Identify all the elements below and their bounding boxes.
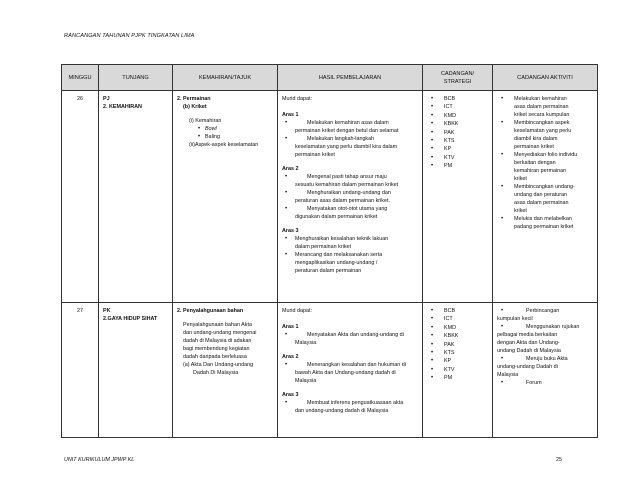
tunjang-line: PK — [103, 308, 111, 314]
aras-items — [282, 361, 418, 385]
cadangan-list — [427, 95, 488, 170]
kemahiran-sub: (i) Kemahiran — [189, 118, 222, 124]
aras-label: Aras 1 — [282, 324, 299, 330]
list-item: • Melakukan langkah-langkah keselamatan yang perlu diambil kira dalam permainan kriket — [282, 135, 418, 159]
aras-label: Aras 3 — [282, 392, 299, 398]
cell-hasil — [278, 91, 423, 303]
table-row — [62, 303, 598, 438]
tunjang-line: 2. KEMAHIRAN — [103, 104, 142, 110]
kemahiran-title: 2. Permainan — [177, 96, 211, 102]
cadangan-list — [427, 307, 488, 382]
list-item: • BCB — [427, 95, 488, 103]
list-item: • Membincangkan undang- undang dan peraturan asas dalam permainan kriket — [497, 183, 593, 215]
list-item: • Menggunakan rujukan pelbagai media berkaitan dengan Akta dan Undang- undang Dadah di Malaysia — [497, 323, 593, 355]
list-item: • KMD — [427, 112, 488, 120]
list-item: • Membincangkan aspek keselamatan yang perlu diambil kira dalam permainan kriket — [497, 119, 593, 151]
aras-items — [282, 331, 418, 347]
cell-tunjang — [99, 91, 173, 303]
cell-aktiviti — [493, 91, 598, 303]
cell-cadangan — [423, 303, 493, 438]
aras-label: Aras 2 — [282, 166, 299, 172]
kemahiran-subtitle: (b) Kriket — [183, 104, 207, 110]
list-item: • Bowl — [195, 125, 273, 133]
aras-label: Aras 1 — [282, 112, 299, 118]
aktiviti-list — [497, 307, 593, 387]
aktiviti-list — [497, 95, 593, 231]
list-item: • ICT — [427, 315, 488, 323]
list-item: • KTV — [427, 154, 488, 162]
list-item: • Menghuraikan undang-undang dan peraturan asas dalam permainan kriket. — [282, 189, 418, 205]
list-item: • KTV — [427, 366, 488, 374]
cell-tunjang — [99, 303, 173, 438]
list-item: • Menerangkan kesalahan dan hukuman di bawah Akta dan Undang-undang dadah di Malaysia — [282, 361, 418, 385]
hasil-intro: Murid dapat: — [282, 96, 312, 102]
list-item: • Forum — [497, 379, 593, 387]
list-item: • BCB — [427, 307, 488, 315]
aras-label: Aras 2 — [282, 354, 299, 360]
kemahiran-sub: (ii)Aspek-aspek keselamatan — [189, 142, 259, 148]
aras-items — [282, 119, 418, 159]
list-item: • KTS — [427, 349, 488, 357]
cell-kemahiran — [173, 303, 278, 438]
list-item: • Merancang dan melaksanakan serta mengaplikasikan undang-undang / peraturan dalam permainan — [282, 251, 418, 275]
list-item: • PAK — [427, 129, 488, 137]
document-footer: UNIT KURIKULUM JPWP KL — [64, 457, 135, 463]
list-item: • KMD — [427, 324, 488, 332]
list-item: • Membuat inferens penguatkuasaan akta dan undang-undang dadah di Malaysia — [282, 399, 418, 415]
list-item: • Melakukan kemahiran asas dalam permainan kriket secara kumpulan — [497, 95, 593, 119]
list-item: • Mengenal pasti tahap ansur maju sesuatu kemahiran dalam permainan kriket — [282, 173, 418, 189]
list-item: • Menyatakan otot-otot utama yang digunakan dalam permainan kriket — [282, 205, 418, 221]
cell-cadangan — [423, 91, 493, 303]
list-item: • Melakukan kemahiran asas dalam permainan kriket dengan betul dan selamat — [282, 119, 418, 135]
cell-hasil — [278, 303, 423, 438]
table-row — [62, 91, 598, 303]
tunjang-line: 2.GAYA HIDUP SIHAT — [103, 316, 158, 322]
cell-kemahiran — [173, 91, 278, 303]
document-header: RANCANGAN TAHUNAN PJPK TINGKATAN LIMA — [64, 33, 195, 39]
list-item: • KBKK — [427, 120, 488, 128]
header-minggu: MINGGU — [62, 65, 99, 91]
list-item: • PAK — [427, 341, 488, 349]
list-item: • KBKK — [427, 332, 488, 340]
yearly-plan-table — [61, 64, 598, 438]
header-tunjang: TUNJANG — [99, 65, 173, 91]
cell-minggu: 27 — [62, 303, 99, 438]
kemahiran-bullets — [177, 125, 273, 141]
list-item: • ICT — [427, 103, 488, 111]
header-cadangan-line2: STRATEGI — [443, 78, 472, 85]
kemahiran-title: 2. Penyalahgunaan bahan — [177, 308, 244, 314]
aras-items — [282, 235, 418, 275]
list-item: • KP — [427, 357, 488, 365]
list-item: • Menyatakan Akta dan undang-undang di Malaysia — [282, 331, 418, 347]
table-header-row — [62, 65, 598, 91]
list-item: • Perbincangan kumpulan kecil — [497, 307, 593, 323]
header-hasil: HASIL PEMBELAJARAN — [278, 65, 423, 91]
header-cadangan-line1: CADANGAN/ — [440, 70, 475, 77]
list-item: • KTS — [427, 137, 488, 145]
cell-aktiviti — [493, 303, 598, 438]
hasil-intro: Murid dapat: — [282, 308, 312, 314]
aras-items — [282, 399, 418, 415]
kemahiran-desc: Penyalahgunaan bahan Akta dan undang-undang mengenai dadah di Malaysia di adakan bagi membendung kegiatan dadah daripada berleluasa — [183, 322, 257, 360]
aras-label: Aras 3 — [282, 228, 299, 234]
list-item: • KP — [427, 145, 488, 153]
header-cadangan — [423, 65, 493, 91]
list-item: • Melukis dan melabelkan padang permainan kriket — [497, 215, 593, 231]
header-kemahiran: KEMAHIRAN/TAJUK — [173, 65, 278, 91]
list-item: • Menghuraikan kesalahan teknik lakuan dalam permainan kriket — [282, 235, 418, 251]
kemahiran-sub: (a) Akta Dan Undang-undang Dadah Di Malaysia — [183, 362, 254, 376]
list-item: • PM — [427, 374, 488, 382]
header-aktiviti: CADANGAN AKTIVITI — [493, 65, 598, 91]
list-item: • Meruju buku Akta undang-undang Dadah di Malaysia — [497, 355, 593, 379]
tunjang-line: PJ — [103, 96, 110, 102]
page-number: 25 — [556, 457, 562, 463]
list-item: • PM — [427, 162, 488, 170]
list-item: • Baling — [195, 133, 273, 141]
list-item: • Menyediakan folio individu berkaitan dengan kemahiran permainan kriket — [497, 151, 593, 183]
cell-minggu: 26 — [62, 91, 99, 303]
aras-items — [282, 173, 418, 221]
